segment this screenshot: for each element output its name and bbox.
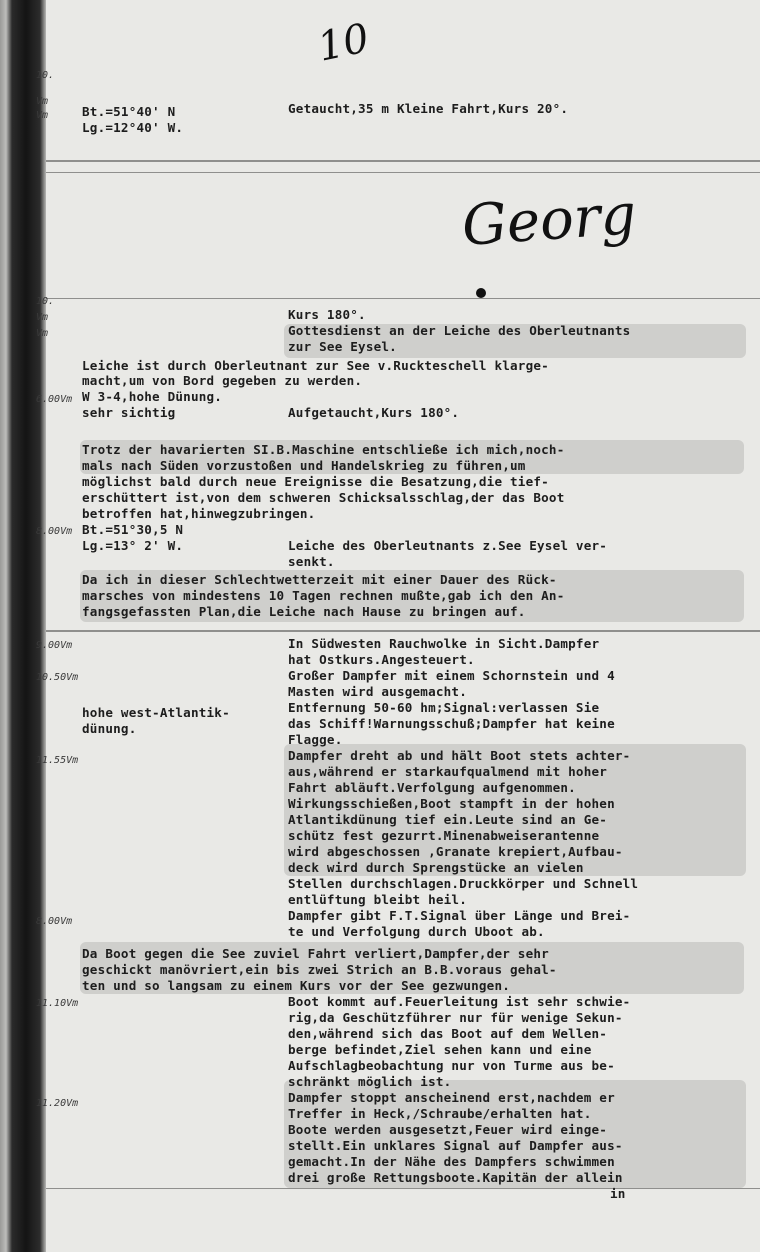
ink-dot xyxy=(476,288,486,298)
entry-line: Boote werden ausgesetzt,Feuer wird einge- xyxy=(288,1122,608,1137)
rule-line xyxy=(46,160,760,162)
entry-line: schränkt möglich ist. xyxy=(288,1074,452,1089)
entry-line: macht,um von Bord gegeben zu werden. xyxy=(82,373,363,388)
binding-margin xyxy=(0,0,49,1252)
entry-line: Gottesdienst an der Leiche des Oberleutnants xyxy=(288,323,631,338)
time-label: 9.00Vm xyxy=(36,640,73,651)
time-label: 11.10Vm xyxy=(36,998,79,1009)
time-label: 10. xyxy=(36,70,55,81)
entry-line: Wirkungsschießen,Boot stampft in der hohen xyxy=(288,796,615,811)
entry-line: ten und so langsam zu einem Kurs vor der See gezwungen. xyxy=(82,978,511,993)
entry-line: Da Boot gegen die See zuviel Fahrt verliert,Dampfer,der sehr xyxy=(82,946,549,961)
entry-text: senkt. xyxy=(288,554,335,569)
entry-line: Masten wird ausgemacht. xyxy=(288,684,467,699)
position-longitude: Lg.=12°40' W. xyxy=(82,120,184,135)
time-label: Vm xyxy=(36,328,49,339)
entry-line: Dampfer stoppt anscheinend erst,nachdem er xyxy=(288,1090,615,1105)
entry-line: Großer Dampfer mit einem Schornstein und 4 xyxy=(288,668,615,683)
time-label: 8.00Vm xyxy=(36,526,73,537)
weather-remark: hohe west-Atlantik- xyxy=(82,705,230,720)
entry-line: wird abgeschossen ,Granate krepiert,Aufbau- xyxy=(288,844,623,859)
time-label: 11.55Vm xyxy=(36,755,79,766)
entry-line: aus,während er starkaufqualmend mit hoher xyxy=(288,764,608,779)
position-latitude: Bt.=51°40' N xyxy=(82,104,176,119)
entry-line: erschüttert ist,von dem schweren Schicksalsschlag,der das Boot xyxy=(82,490,565,505)
entry-line: stellt.Ein unklares Signal auf Dampfer aus- xyxy=(288,1138,623,1153)
entry-line: Atlantikdünung tief ein.Leute sind an Ge- xyxy=(288,812,608,827)
entry-line: zur See Eysel. xyxy=(288,339,397,354)
entry-line: Fahrt abläuft.Verfolgung aufgenommen. xyxy=(288,780,576,795)
entry-line: das Schiff!Warnungsschuß;Dampfer hat keine xyxy=(288,716,615,731)
entry-line: gemacht.In der Nähe des Dampfers schwimmen xyxy=(288,1154,615,1169)
entry-line: den,während sich das Boot auf dem Wellen- xyxy=(288,1026,608,1041)
rule-line xyxy=(46,298,760,299)
entry-line: Trotz der havarierten SI.B.Maschine entschließe ich mich,noch- xyxy=(82,442,565,457)
entry-line: geschickt manövriert,ein bis zwei Strich an B.B.voraus gehal- xyxy=(82,962,557,977)
entry-line: mals nach Süden vorzustoßen und Handelskrieg zu führen,um xyxy=(82,458,526,473)
entry-line: hat Ostkurs.Angesteuert. xyxy=(288,652,475,667)
entry-line: möglichst bald durch neue Ereignisse die Besatzung,die tief- xyxy=(82,474,549,489)
rule-line xyxy=(46,172,760,173)
time-label: 10.50Vm xyxy=(36,672,79,683)
entry-line: Leiche ist durch Oberleutnant zur See v.Ruckteschell klarge- xyxy=(82,358,549,373)
entry-line: Kurs 180°. xyxy=(288,307,366,322)
entry-line: Dampfer gibt F.T.Signal über Länge und Brei- xyxy=(288,908,631,923)
handwritten-signature: Georg xyxy=(459,182,639,259)
entry-line: Dampfer dreht ab und hält Boot stets achter- xyxy=(288,748,631,763)
entry-line: in xyxy=(610,1186,626,1201)
entry-line: deck wird durch Sprengstücke an vielen xyxy=(288,860,584,875)
entry-line: In Südwesten Rauchwolke in Sicht.Dampfer xyxy=(288,636,600,651)
weather-remark: sehr sichtig xyxy=(82,405,176,420)
entry-line: schütz fest gezurrt.Minenabweiserantenne xyxy=(288,828,600,843)
entry-line: berge befindet,Ziel sehen kann und eine xyxy=(288,1042,592,1057)
entry-line: te und Verfolgung durch Uboot ab. xyxy=(288,924,545,939)
weather-remark: W 3-4,hohe Dünung. xyxy=(82,389,223,404)
entry-line: entlüftung bleibt heil. xyxy=(288,892,467,907)
entry-line: Aufschlagbeobachtung nur von Turme aus be- xyxy=(288,1058,615,1073)
time-label: Vm xyxy=(36,312,49,323)
entry-line: fangsgefassten Plan,die Leiche nach Hause zu bringen auf. xyxy=(82,604,526,619)
entry-line: Entfernung 50-60 hm;Signal:verlassen Sie xyxy=(288,700,600,715)
time-label: Vm xyxy=(36,110,49,121)
time-label: 8.00Vm xyxy=(36,916,73,927)
time-label: 6.00Vm xyxy=(36,394,73,405)
entry-line: Flagge. xyxy=(288,732,343,747)
entry-line: Da ich in dieser Schlechtwetterzeit mit einer Dauer des Rück- xyxy=(82,572,557,587)
weather-remark: dünung. xyxy=(82,721,137,736)
entry-line: Boot kommt auf.Feuerleitung ist sehr schwie- xyxy=(288,994,631,1009)
time-label: 11.20Vm xyxy=(36,1098,79,1109)
entry-line: rig,da Geschützführer nur für wenige Sekun- xyxy=(288,1010,623,1025)
time-label: Vm xyxy=(36,96,49,107)
entry-line: betroffen hat,hinwegzubringen. xyxy=(82,506,316,521)
folio-number: 10 xyxy=(313,15,374,71)
position-latitude: Bt.=51°30,5 N xyxy=(82,522,184,537)
rule-line xyxy=(46,630,760,632)
entry-line: marsches von mindestens 10 Tagen rechnen mußte,gab ich den An- xyxy=(82,588,565,603)
entry-line: Stellen durchschlagen.Druckkörper und Schnell xyxy=(288,876,639,891)
entry-line: drei große Rettungsboote.Kapitän der allein xyxy=(288,1170,623,1185)
rule-line xyxy=(46,1188,760,1189)
entry-text: Aufgetaucht,Kurs 180°. xyxy=(288,405,460,420)
entry-text: Leiche des Oberleutnants z.See Eysel ver- xyxy=(288,538,608,553)
position-longitude: Lg.=13° 2' W. xyxy=(82,538,184,553)
entry-text: Getaucht,35 m Kleine Fahrt,Kurs 20°. xyxy=(288,101,569,116)
entry-line: Treffer in Heck,/Schraube/erhalten hat. xyxy=(288,1106,592,1121)
time-label: 10. xyxy=(36,296,55,307)
